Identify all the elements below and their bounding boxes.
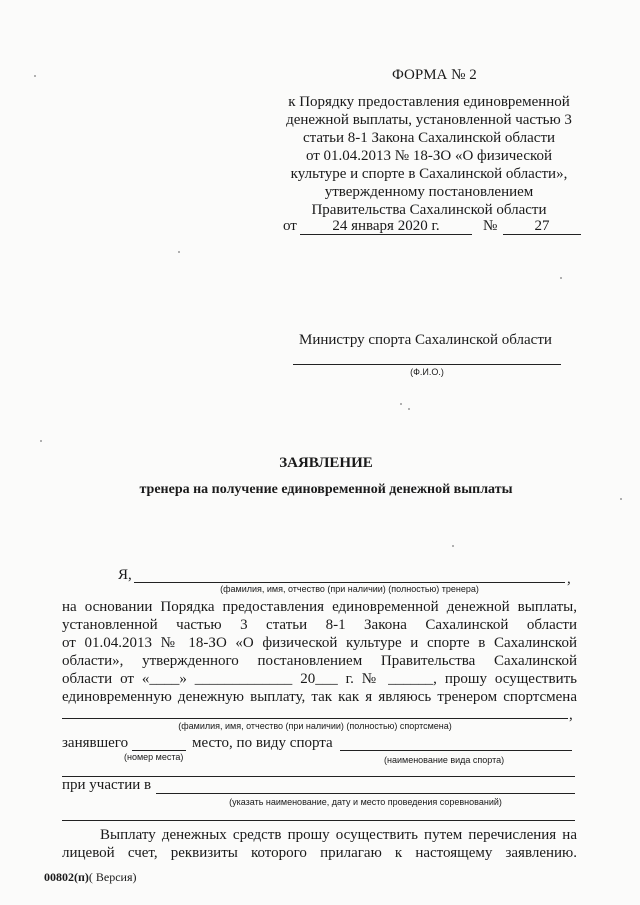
place-caption: (номер места) [124, 752, 184, 762]
athlete-name-line[interactable] [62, 718, 568, 719]
addressee-fio-line[interactable] [293, 364, 561, 365]
scan-speck [34, 75, 36, 77]
decree-number: 27 [534, 218, 550, 234]
scan-speck [560, 277, 562, 279]
scan-speck [400, 403, 402, 405]
from-label: от [283, 218, 297, 234]
header-line: статьи 8-1 Закона Сахалинской области [302, 130, 556, 146]
paragraph-line: области», утвержденного постановлением Правительства Сахалинской [62, 653, 577, 669]
place-number-line[interactable] [132, 750, 186, 751]
header-line: утвержденному постановлением [324, 184, 534, 200]
form-title: ФОРМА № 2 [392, 67, 477, 83]
scan-speck [408, 408, 410, 410]
fio-caption: (Ф.И.О.) [410, 367, 444, 377]
athlete-comma: , [569, 707, 573, 723]
athlete-caption: (фамилия, имя, отчество (при наличии) (полностью) спортсмена) [178, 721, 452, 731]
date-underline [300, 234, 472, 235]
competition-line[interactable] [156, 793, 575, 794]
paragraph-line: от 01.04.2013 № 18-ЗО «О физической культуре и спорте в Сахалинской [62, 635, 577, 651]
header-line: денежной выплаты, установленной частью 3 [286, 112, 572, 128]
number-label: № [483, 218, 498, 234]
participation-label: при участии в [62, 777, 152, 793]
form-code-version: ( Версия) [88, 870, 137, 884]
application-paragraph [62, 598, 577, 706]
payment-line: лицевой счет, реквизиты которого прилагаю к настоящему заявлению. [62, 845, 577, 861]
header-line: от 01.04.2013 № 18-ЗО «О физической [305, 148, 553, 164]
sport-name-line[interactable] [340, 750, 572, 751]
paragraph-line: на основании Порядка предоставления единовременной денежной выплаты, [62, 599, 577, 615]
ya-label: Я, [118, 567, 132, 583]
scan-speck [452, 545, 454, 547]
scan-speck [620, 498, 622, 500]
paragraph-line: области от «____» _____________ 20___ г. № ______, прошу осуществить [62, 671, 577, 687]
document-title: ЗАЯВЛЕНИЕ [279, 455, 373, 471]
place-sport-label: место, по виду спорта [192, 735, 333, 751]
competition-line-2[interactable] [62, 820, 575, 821]
trainer-comma: , [567, 571, 571, 587]
header-line: к Порядку предоставления единовременной [288, 94, 570, 110]
form-code [44, 870, 137, 884]
decree-date: 24 января 2020 г. [332, 218, 440, 234]
header-line: культуре и спорте в Сахалинской области», [290, 166, 568, 182]
occupied-label: занявшего [62, 735, 129, 751]
paragraph-line: единовременную денежную выплату, так как я являюсь тренером спортсмена [62, 689, 577, 705]
trainer-name-line[interactable] [134, 582, 565, 583]
competition-caption: (указать наименование, дату и место проведения соревнований) [229, 797, 502, 807]
scan-speck [178, 251, 180, 253]
header-reference [270, 93, 588, 219]
trainer-caption: (фамилия, имя, отчество (при наличии) (полностью) тренера) [220, 584, 479, 594]
paragraph-line: установленной частью 3 статьи 8-1 Закона Сахалинской области [62, 617, 577, 633]
payment-paragraph [62, 826, 577, 862]
sport-caption: (наименование вида спорта) [384, 755, 505, 765]
addressee: Министру спорта Сахалинской области [299, 332, 552, 348]
scan-speck [40, 440, 42, 442]
header-line: Правительства Сахалинской области [311, 202, 547, 218]
number-underline [503, 234, 581, 235]
payment-line: Выплату денежных средств прошу осуществить путем перечисления на [100, 827, 577, 843]
document-subtitle: тренера на получение единовременной денежной выплаты [139, 482, 513, 497]
form-code-number: 00802(п) [44, 870, 89, 884]
